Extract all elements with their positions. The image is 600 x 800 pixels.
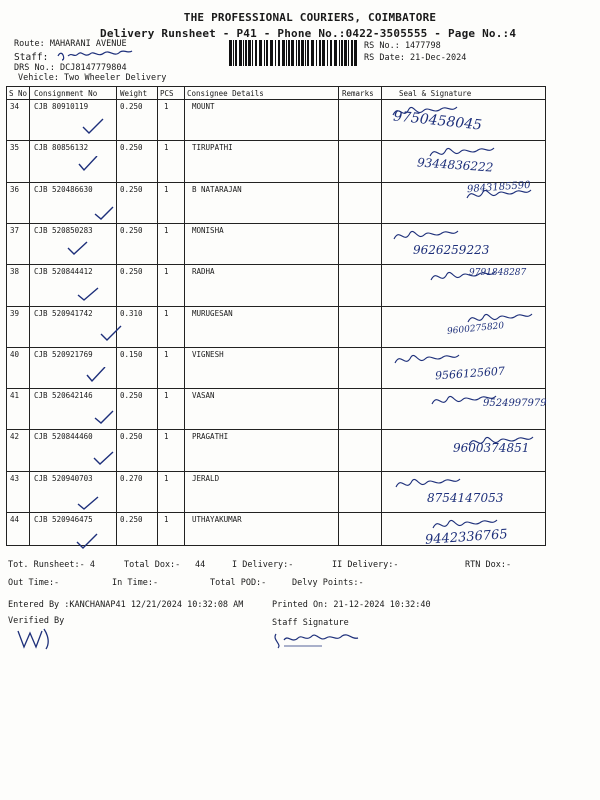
row-weight: 0.250	[120, 184, 143, 194]
signature-scribble	[427, 266, 497, 288]
row-consignee: TIRUPATHI	[192, 143, 233, 153]
route-label: Route: MAHARANI AVENUE	[14, 39, 127, 49]
col-header-seal-signature: Seal & Signature	[399, 89, 472, 98]
row-weight: 0.250	[120, 515, 143, 524]
table-row	[7, 99, 547, 140]
handwritten-phone: 9442336765	[424, 527, 509, 548]
handwritten-phone: 9626259223	[413, 242, 490, 257]
handwritten-phone: 9344836222	[416, 155, 494, 175]
total-runsheet: Tot. Runsheet:- 4	[8, 560, 95, 570]
row-consignee: PRAGATHI	[192, 432, 229, 442]
staff-signature-mark	[270, 626, 360, 650]
verified-by-label: Verified By	[8, 616, 65, 626]
delivered-tick-mark	[77, 156, 103, 176]
row-sno: 43	[10, 473, 20, 483]
table-row	[7, 223, 547, 264]
total-dox-value: 44	[195, 560, 206, 570]
delivered-tick-mark	[77, 493, 103, 513]
col-header-consignee: Consignee Details	[187, 89, 264, 98]
table-row	[7, 512, 547, 553]
row-sno: 35	[10, 143, 20, 153]
signature-scribble	[464, 308, 534, 330]
handwritten-phone: 9750458045	[392, 108, 483, 134]
runsheet-subtitle: Delivery Runsheet - P41 - Phone No.:0422-3505555 - Page No.:4	[100, 27, 517, 40]
verified-by-signature	[14, 625, 64, 653]
col-header-sno: S No	[9, 89, 28, 98]
handwritten-phone: 9843185590	[466, 179, 531, 195]
row-weight: 0.150	[120, 349, 143, 359]
runsheet-table	[6, 86, 546, 546]
delivered-tick-mark	[99, 324, 125, 344]
rs-number: RS No.: 1477798	[364, 41, 441, 51]
table-row	[7, 388, 547, 429]
in-time-label: In Time:-	[112, 578, 159, 588]
rs-date: RS Date: 21-Dec-2024	[364, 53, 467, 63]
i-delivery-label: I Delivery:-	[232, 560, 294, 570]
row-pcs: 1	[164, 349, 169, 359]
row-weight: 0.250	[120, 143, 143, 153]
row-consignment-no: CJB 520946475	[34, 515, 93, 524]
row-weight: 0.250	[120, 102, 143, 111]
signature-scribble	[392, 473, 462, 495]
row-weight: 0.250	[120, 225, 143, 235]
staff-signature-scribble	[54, 46, 134, 64]
delivered-tick-mark	[91, 449, 117, 469]
row-pcs: 1	[164, 102, 169, 111]
row-consignee: MOUNT	[192, 102, 215, 111]
col-header-remarks: Remarks	[342, 89, 374, 98]
printed-on: Printed On: 21-12-2024 10:32:40	[272, 600, 431, 610]
row-sno: 42	[10, 432, 20, 442]
row-consignment-no: CJB 520940703	[34, 473, 93, 483]
barcode-image	[229, 40, 359, 66]
row-sno: 34	[10, 102, 20, 111]
staff-signature-label: Staff Signature	[272, 618, 349, 628]
delivered-tick-mark	[81, 117, 107, 137]
row-pcs: 1	[164, 308, 169, 318]
handwritten-phone: 9566125607	[434, 364, 506, 383]
row-sno: 36	[10, 184, 20, 194]
signature-scribble	[428, 390, 498, 412]
delivered-tick-mark	[85, 367, 111, 387]
row-consignee: B NATARAJAN	[192, 184, 242, 194]
total-dox-label: Total Dox:-	[124, 560, 181, 570]
row-pcs: 1	[164, 432, 169, 442]
signature-scribble	[391, 349, 461, 371]
row-sno: 40	[10, 349, 20, 359]
delivered-tick-mark	[77, 284, 103, 304]
signature-scribble	[463, 184, 533, 206]
row-pcs: 1	[164, 391, 169, 401]
delivered-tick-mark	[93, 406, 119, 426]
row-consignment-no: CJB 520486630	[34, 184, 93, 194]
signature-scribble	[465, 431, 535, 453]
table-row	[7, 347, 547, 388]
out-time-label: Out Time:-	[8, 578, 60, 588]
handwritten-phone: 9791848287	[469, 268, 527, 279]
row-sno: 37	[10, 225, 20, 235]
handwritten-phone: 9600275820	[446, 320, 505, 337]
row-pcs: 1	[164, 473, 169, 483]
row-consignment-no: CJB 520642146	[34, 391, 93, 401]
row-pcs: 1	[164, 267, 169, 277]
row-consignment-no: CJB 80910119	[34, 102, 89, 111]
row-weight: 0.270	[120, 473, 143, 483]
row-consignment-no: CJB 520921769	[34, 349, 93, 359]
row-consignee: VASAN	[192, 391, 215, 401]
signature-scribble	[429, 514, 499, 536]
company-title: THE PROFESSIONAL COURIERS, COIMBATORE	[183, 11, 437, 24]
row-pcs: 1	[164, 143, 169, 153]
delvy-points-label: Delvy Points:-	[292, 578, 364, 588]
row-consignee: JERALD	[192, 473, 220, 483]
table-row	[7, 179, 547, 223]
row-consignment-no: CJB 520844460	[34, 432, 93, 442]
row-sno: 44	[10, 515, 20, 524]
row-pcs: 1	[164, 515, 169, 524]
row-consignee: VIGNESH	[192, 349, 224, 359]
row-weight: 0.250	[120, 432, 143, 442]
row-consignment-no: CJB 80856132	[34, 143, 89, 153]
signature-scribble	[390, 225, 460, 247]
row-sno: 38	[10, 267, 20, 277]
row-consignee: RADHA	[192, 267, 215, 277]
row-consignee: UTHAYAKUMAR	[192, 515, 242, 524]
signature-scribble	[389, 101, 459, 123]
rtn-dox-label: RTN Dox:-	[465, 560, 512, 570]
drs-number: DRS No.: DCJ8147779804	[14, 63, 127, 73]
handwritten-phone: 8754147053	[427, 490, 504, 505]
row-pcs: 1	[164, 225, 169, 235]
handwritten-phone: 9524997979	[483, 398, 547, 410]
row-consignee: MURUGESAN	[192, 308, 233, 318]
signature-scribble	[426, 142, 496, 164]
table-row	[7, 140, 547, 181]
table-row	[7, 264, 547, 305]
ii-delivery-label: II Delivery:-	[332, 560, 399, 570]
row-pcs: 1	[164, 184, 169, 194]
delivered-tick-mark	[65, 239, 91, 259]
row-sno: 39	[10, 308, 20, 318]
delivered-tick-mark	[75, 532, 101, 552]
table-row	[7, 471, 547, 512]
col-header-consignment: Consignment No	[34, 89, 98, 98]
entered-by: Entered By :KANCHANAP41 12/21/2024 10:32:08 AM	[8, 600, 244, 610]
row-weight: 0.310	[120, 308, 143, 318]
col-header-weight: Weight	[120, 89, 148, 98]
row-consignment-no: CJB 520850283	[34, 225, 93, 235]
table-row	[7, 429, 547, 470]
row-consignment-no: CJB 520844412	[34, 267, 93, 277]
vehicle-label: Vehicle: Two Wheeler Delivery	[18, 73, 167, 83]
row-weight: 0.250	[120, 391, 143, 401]
row-consignment-no: CJB 520941742	[34, 308, 93, 318]
staff-label: Staff:	[14, 52, 49, 63]
table-row	[7, 306, 547, 347]
delivered-tick-mark	[93, 202, 119, 222]
total-pod-label: Total POD:-	[210, 578, 267, 588]
row-consignee: MONISHA	[192, 225, 224, 235]
col-header-pcs: PCS	[160, 89, 174, 98]
handwritten-phone: 9600374851	[453, 441, 530, 456]
row-sno: 41	[10, 391, 20, 401]
row-weight: 0.250	[120, 267, 143, 277]
